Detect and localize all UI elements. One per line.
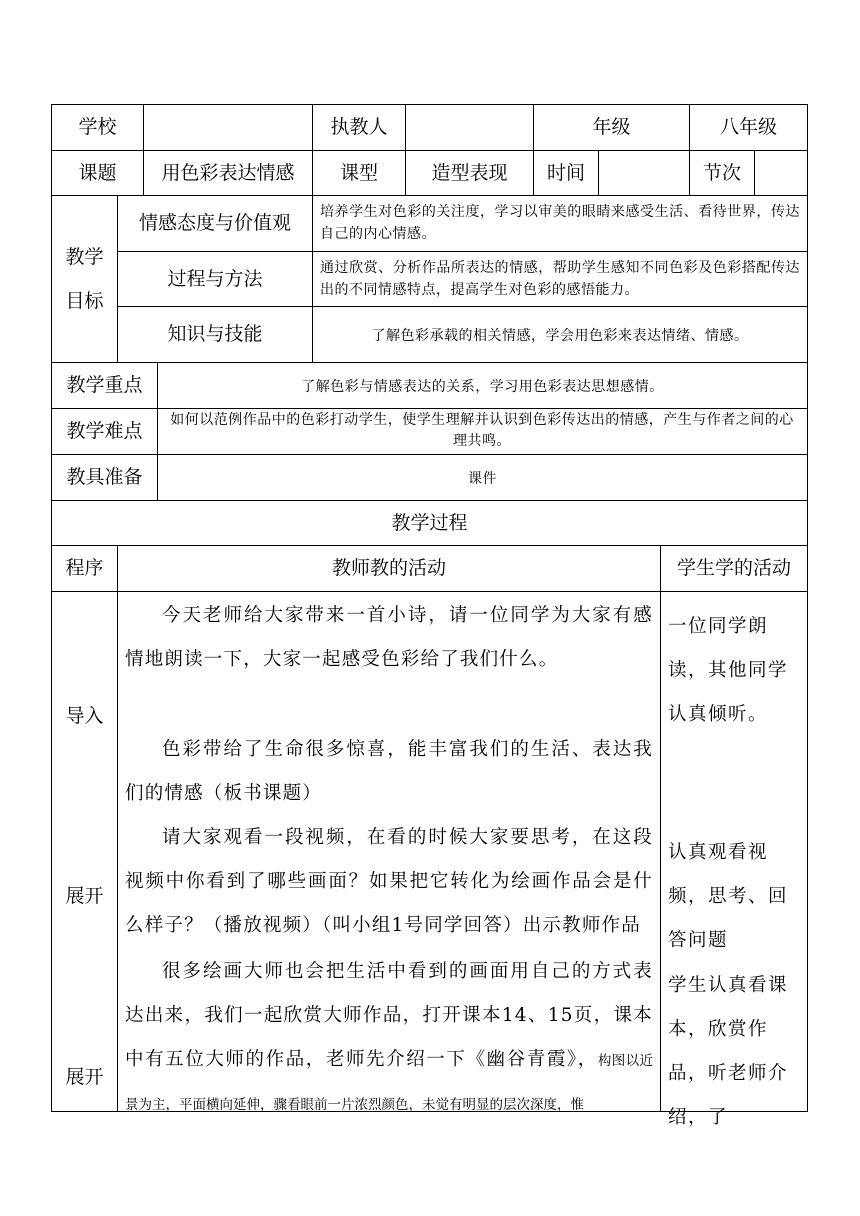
- student-activity: [668, 605, 801, 737]
- student-text: 学生认真看课本，欣赏作品，听老师介绍，了: [668, 975, 789, 1128]
- topic-label: 课题: [78, 161, 117, 184]
- grade-value: 八年级: [719, 116, 777, 139]
- type-value: 造型表现: [431, 161, 508, 184]
- goals-label: [52, 196, 117, 362]
- teacher-value: [406, 105, 533, 150]
- key-point-label: 教学重点: [66, 374, 143, 397]
- process-title: 教学过程: [391, 511, 468, 534]
- period-label: 节次: [702, 161, 741, 184]
- teacher-activity: [125, 950, 653, 1126]
- goals-label-line2: 目标: [65, 290, 104, 312]
- col-teacher-header: 教师教的活动: [331, 557, 446, 580]
- tools-label: 教具准备: [66, 466, 143, 489]
- step-label: 展开: [65, 1065, 104, 1088]
- tools-text: 课件: [468, 470, 497, 487]
- teacher-text-small: 构图以近景为主，平面横向延伸，骤看眼前一片浓烈颜色，未觉有明显的层次深度，惟: [125, 1053, 654, 1113]
- student-text: 认真观看视频，思考、回答问题: [668, 842, 789, 951]
- grade-label: 年级: [592, 116, 631, 139]
- col-student-header: 学生学的活动: [676, 557, 791, 580]
- teacher-paragraph: 今天老师给大家带来一首小诗，请一位同学为大家有感情地朗读一下，大家一起感受色彩给了我们什么。: [125, 605, 653, 670]
- col-line: [117, 545, 118, 1112]
- goals-label-line1: 教学: [65, 246, 104, 268]
- step-label: 导入: [65, 704, 104, 727]
- step-label: 展开: [65, 884, 104, 907]
- student-activity: [668, 964, 801, 1140]
- goal-text: 通过欣赏、分析作品所表达的情感，帮助学生感知不同色彩及色彩搭配传达出的不同情感特点，提高学生对色彩的感悟能力。: [320, 260, 800, 298]
- teacher-paragraph: [125, 950, 653, 1126]
- type-label: 课型: [339, 161, 378, 184]
- goal-name: 知识与技能: [167, 323, 263, 346]
- row-line: [51, 591, 808, 592]
- goal-text: 了解色彩承载的相关情感，学会用色彩来表达情绪、情感。: [371, 327, 749, 344]
- teacher-text: 很多绘画大师也会把生活中看到的画面用自己的方式表达出来，我们一起欣赏大师作品，打开课本14、15页，课本中有五位大师的作品，老师先介绍一下《幽谷青霞》，: [125, 961, 653, 1070]
- teacher-activity: [125, 594, 653, 682]
- student-text: 一位同学朗读，其他同学认真倾听。: [668, 616, 789, 725]
- difficulty-label: 教学难点: [66, 420, 143, 443]
- school-label: 学校: [78, 116, 117, 139]
- difficulty-text: 如何以范例作品中的色彩打动学生，使学生理解并认识到色彩传达出的情感，产生与作者之间的心理共鸣。: [170, 412, 794, 449]
- time-value: [599, 151, 689, 195]
- teacher-paragraph: 请大家观看一段视频，在看的时候大家要思考，在这段视频中你看到了哪些画面？如果把它转化为绘画作品会是什么样子？（播放视频）（叫小组1号同学回答）出示教师作品: [125, 827, 653, 936]
- goal-name: 过程与方法: [167, 267, 263, 290]
- table-border-right: [807, 104, 808, 1112]
- school-value: [144, 105, 312, 150]
- teacher-paragraph: 色彩带给了生命很多惊喜，能丰富我们的生活、表达我们的情感（板书课题）: [125, 739, 653, 804]
- col-line: [660, 545, 661, 1112]
- key-point-text: 了解色彩与情感表达的关系，学习用色彩表达思想感情。: [301, 378, 664, 395]
- col-step-header: 程序: [65, 557, 104, 580]
- teacher-label: 执教人: [330, 116, 388, 139]
- time-label: 时间: [546, 161, 585, 184]
- topic-value: 用色彩表达情感: [161, 161, 295, 184]
- goal-text: 培养学生对色彩的关注度，学习以审美的眼睛来感受生活、看待世界，传达自己的内心情感。: [320, 204, 800, 242]
- student-activity: [668, 831, 801, 963]
- goal-name: 情感态度与价值观: [138, 212, 291, 235]
- period-value: [755, 151, 807, 195]
- teacher-activity: [125, 728, 653, 948]
